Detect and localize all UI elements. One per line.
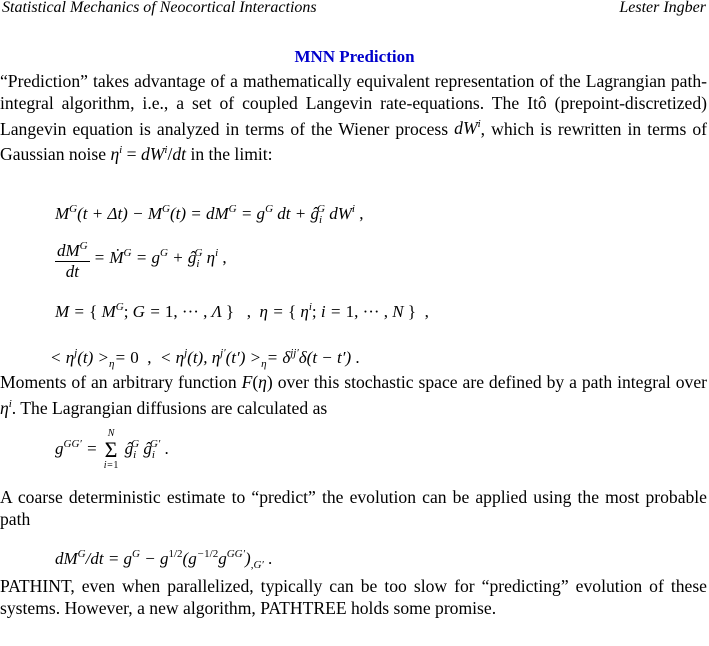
equation-noise-moments: < $\eta^j(t) >_\eta= 0$ , < $\eta^j(t)$, $\eta^{j'}(t') >_\eta= \delta^{jj'}\delta(t - t')$ . (50, 347, 360, 370)
equation-definitions: M = { $M^G$; G = 1, ··· , Λ } , η = { $\eta^i$; i = 1, ··· , N } , (55, 301, 429, 321)
inline-math-eta: $\eta^i$ (0, 397, 12, 418)
paragraph-intro-part-c: in the limit: (186, 144, 273, 165)
paragraph-prediction: A coarse deterministic estimate to “predict” the evolution can be applied using the most probable path (0, 487, 707, 529)
equation-langevin-discrete: $M^G(t + \Delta t) - M^G(t) = dM^G = g^G$ dt + $ĝ_i^G$ $dW^i$ , (55, 203, 364, 226)
paragraph-moments (0, 372, 707, 419)
paragraph-moments-part-b: over this stochastic space are defined by a path integral over (272, 372, 708, 392)
equation-diffusions: $g^{GG'}$ = N Σ i=1 $ĝ_i^G$ $ĝ_i^{G'}$ . (55, 428, 169, 471)
equation-langevin-rate: $\frac{dM^G}{dt}$ = Ṁ$^G$ = $g^G$ + $ĝ_i^G$ $\eta^i$ , (55, 236, 227, 282)
inline-math-noise: $\eta^i = dW^i/dt$ (110, 144, 187, 165)
running-header-author: Lester Ingber (619, 0, 706, 16)
running-header-title: Statistical Mechanics of Neocortical Interactions (2, 0, 317, 16)
inline-math-function: F(η) (241, 372, 273, 392)
paragraph-intro-part-b: , which is rewritten in terms of Gaussian noise (0, 118, 708, 165)
paragraph-moments-part-a: Moments of an arbitrary function (0, 372, 242, 392)
inline-math-wiener: $dW^i$ (454, 118, 481, 139)
paragraph-intro (0, 71, 707, 166)
section-title: MNN Prediction (294, 47, 415, 66)
equation-most-probable-path: $dM^G/dt = g^G - g^{1/2}(g^{-1/2}g^{GG'})_{,G'}$ . (55, 548, 273, 571)
paragraph-pathint: PATHINT, even when parallelized, typically can be too slow for “predicting” evolution of these systems. However, a new algorithm, PATHTREE holds some promise. (0, 576, 707, 618)
paragraph-intro-part-a: “Prediction” takes advantage of a mathematically equivalent representation of the Lagrangian path-integral algorithm, i.e., a set of coupled Langevin rate-equations. The Itô (prepoint-discretized) Langevin equation is analyzed in terms of the Wiener process (0, 71, 707, 139)
paragraph-moments-part-c: . The Lagrangian diffusions are calculated as (11, 397, 328, 418)
